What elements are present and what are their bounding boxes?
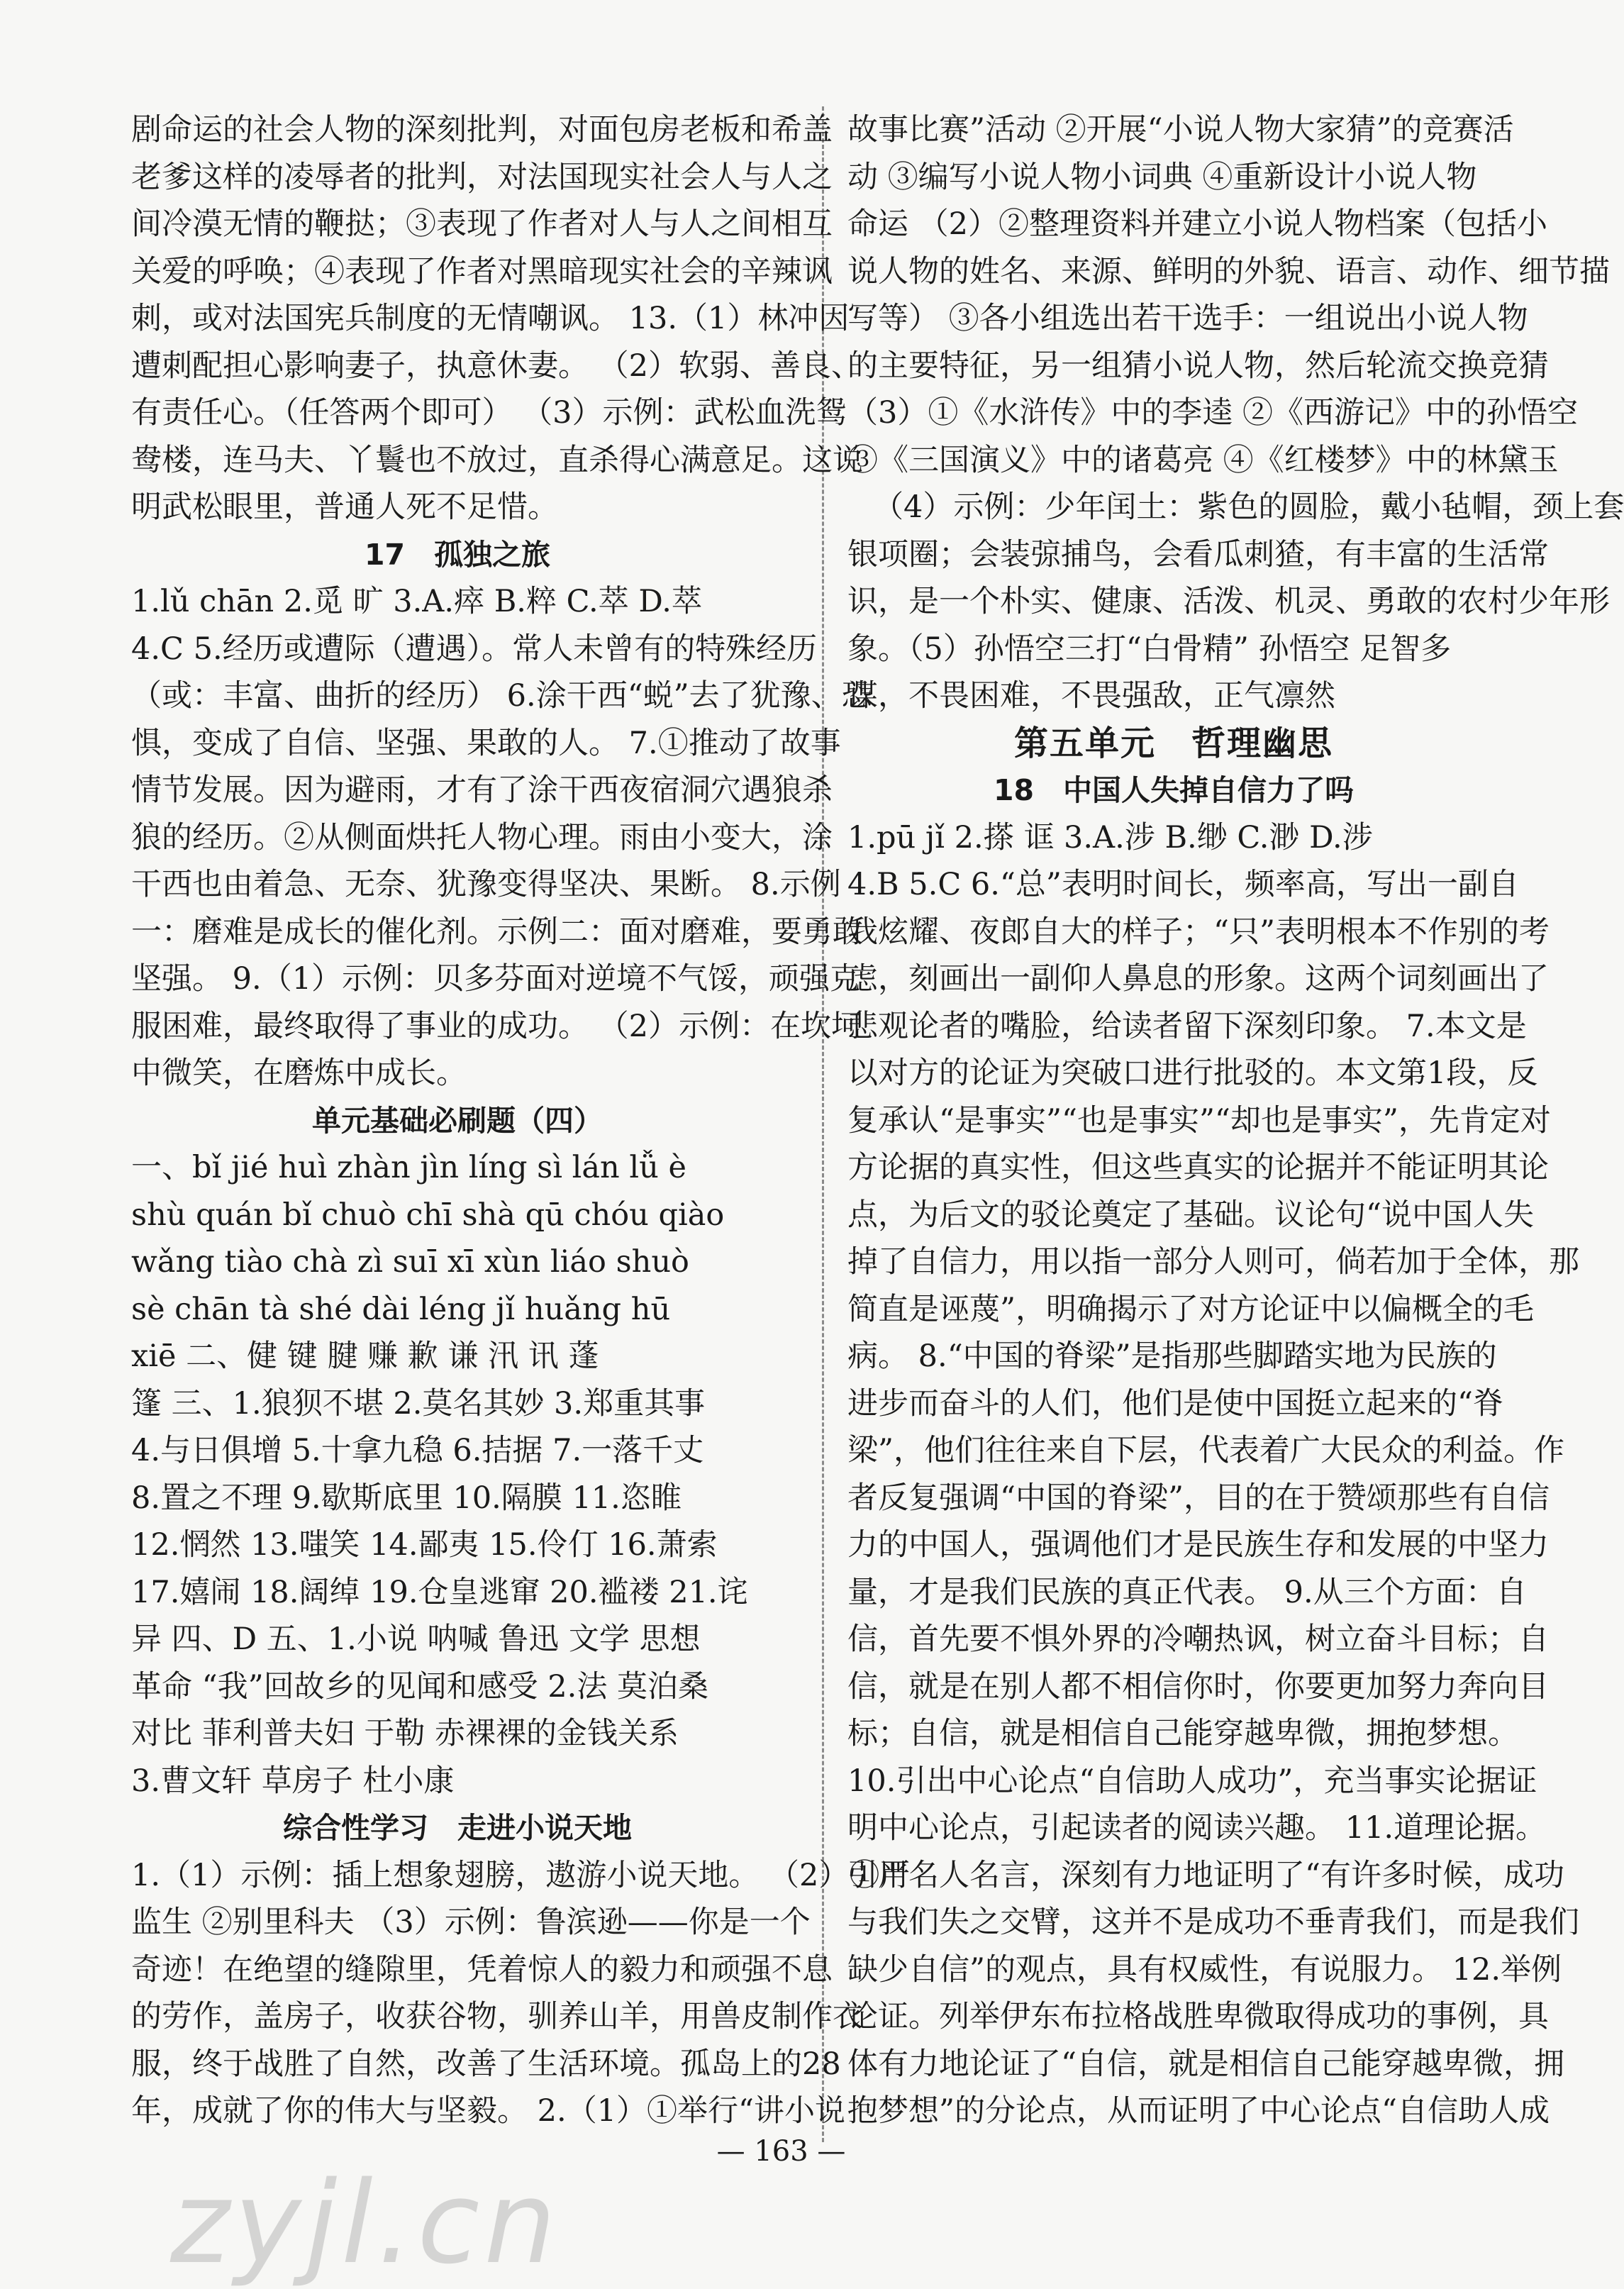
text-line: ③《三国演义》中的诸葛亮 ④《红楼梦》中的林黛玉 [847, 442, 1559, 478]
text-line: （3）①《水浒传》中的李逵 ②《西游记》中的孙悟空 [847, 395, 1579, 431]
text-line: 写等） ③各小组选出若干选手：一组说出小说人物 [847, 301, 1528, 336]
text-line: 信，就是在别人都不相信你时，你要更加努力奔向目 [847, 1668, 1549, 1705]
text-line: 谋，不畏困难，不畏强敌，正气凛然 [847, 678, 1335, 714]
text-line: 干西也由着急、无奈、犹豫变得坚决、果断。 8.示例 [131, 867, 841, 902]
text-line: 复承认“是事实”“也是事实”“却也是事实”，先肯定对 [847, 1102, 1551, 1138]
text-line: 4.C 5.经历或遭际（遭遇）。常人未曾有的特殊经历 [131, 631, 818, 667]
right-para-continued [847, 106, 1624, 720]
text-line: 篷 三、1.狼狈不堪 2.莫名其妙 3.郑重其事 [131, 1385, 706, 1421]
text-line: 革命 “我”回故乡的见闻和感受 2.法 莫泊桑 [131, 1668, 708, 1705]
text-line: 刺，或对法国宪兵制度的无情嘲讽。 13.（1）林冲因 [131, 301, 850, 336]
text-line: 1.pū jǐ 2.搽 诓 3.A.涉 B.缈 C.渺 D.涉 [847, 819, 1373, 855]
left-para-continued [131, 106, 863, 531]
text-line: 1.（1）示例：插上想象翅膀，遨游小说天地。 （2）①严 [131, 1857, 911, 1893]
text-line: 缺少自信”的观点，具有权威性，有说服力。 12.举例 [847, 1951, 1562, 1988]
text-line: 虑，刻画出一副仰人鼻息的形象。这两个词刻画出了 [847, 961, 1549, 997]
text-line: wǎng tiào chà zì suī xī xùn liáo shuò [131, 1244, 689, 1280]
text-line: 与我们失之交臂，这并不是成功不垂青我们，而是我们 [847, 1905, 1579, 1940]
text-line: 奇迹！在绝望的缝隙里，凭着惊人的毅力和顽强不息 [131, 1951, 833, 1988]
text-line: 故事比赛”活动 ②开展“小说人物大家猜”的竞赛活 [847, 112, 1514, 148]
unit-4-exercise-heading: 单元基础必刷题（四） [312, 1103, 603, 1138]
watermark: zyjl.cn [170, 2156, 560, 2289]
lesson-17-answers [131, 578, 872, 1097]
lesson-17-heading: 17 孤独之旅 [364, 537, 551, 572]
text-line: 银项圈；会装弶捕鸟，会看瓜刺猹，有丰富的生活常 [847, 536, 1549, 572]
text-line: 1.lǔ chān 2.觅 旷 3.A.瘁 B.粹 C.萃 D.萃 [131, 584, 702, 619]
text-line: 体有力地论证了“自信，就是相信自己能穿越卑微，拥 [847, 2046, 1564, 2082]
text-line: 12.惘然 13.嗤笑 14.鄙夷 15.伶仃 16.萧索 [131, 1527, 718, 1563]
text-line: 17.嬉闹 18.阔绰 19.仓皇逃窜 20.褴褛 21.诧 [131, 1574, 748, 1610]
text-line: 的主要特征，另一组猜小说人物，然后轮流交换竞猜 [847, 348, 1549, 384]
text-line: 情节发展。因为避雨，才有了涂干西夜宿洞穴遇狼杀 [131, 772, 833, 808]
text-line: 我炫耀、夜郎自大的样子；“只”表明根本不作别的考 [847, 914, 1550, 950]
text-line: 论证。列举伊东布拉格战胜卑微取得成功的事例，具 [847, 1999, 1549, 2034]
text-line: 8.置之不理 9.歇斯底里 10.隔膜 11.恣睢 [131, 1480, 682, 1516]
text-line: 遭刺配担心影响妻子，执意休妻。 （2）软弱、善良、 [131, 348, 862, 384]
text-line: sè chān tà shé dài léng jǐ huǎng hū [131, 1291, 671, 1327]
text-line: 引用名人名言，深刻有力地证明了“有许多时候，成功 [847, 1857, 1564, 1893]
text-line: 明中心论点，引起读者的阅读兴趣。 11.道理论据。 [847, 1810, 1547, 1846]
text-line: 象。（5）孙悟空三打“白骨精” 孙悟空 足智多 [847, 631, 1452, 667]
text-line: 鸯楼，连马夫、丫鬟也不放过，直杀得心满意足。这说 [131, 442, 863, 478]
unit-4-exercise-answers [131, 1144, 784, 1805]
text-line: 的劳作，盖房子，收获谷物，驯养山羊，用兽皮制作衣 [131, 1999, 863, 2034]
comprehensive-study-heading: 综合性学习 走进小说天地 [283, 1811, 632, 1845]
text-line: 老爹这样的凌辱者的批判，对法国现实社会人与人之 [131, 159, 833, 195]
text-line: 有责任心。（任答两个即可） （3）示例：武松血洗鸳 [131, 395, 847, 431]
text-line: 梁”，他们往往来自下层，代表着广大民众的利益。作 [847, 1433, 1564, 1468]
text-line: （4）示例：少年闰土：紫色的圆脸，戴小毡帽，颈上套 [873, 489, 1624, 525]
text-line: 惧，变成了自信、坚强、果敢的人。 7.①推动了故事 [131, 725, 841, 761]
text-line: 中微笑，在磨炼中成长。 [131, 1055, 467, 1091]
text-line: 狼的经历。②从侧面烘托人物心理。雨由小变大，涂 [131, 819, 833, 855]
text-line: 者反复强调“中国的脊梁”，目的在于赞颂那些有自信 [847, 1480, 1550, 1516]
text-line: 悲观论者的嘴脸，给读者留下深刻印象。 7.本文是 [847, 1008, 1527, 1044]
text-line: 方论据的真实性，但这些真实的论据并不能证明其论 [847, 1150, 1549, 1185]
text-line: 明武松眼里，普通人死不足惜。 [131, 489, 558, 525]
text-line: xiē 二、健 键 腱 赚 歉 谦 汛 讯 蓬 [131, 1339, 599, 1374]
lesson-18-heading: 18 中国人失掉自信力了吗 [993, 773, 1355, 807]
unit-5-heading: 第五单元 哲理幽思 [1013, 723, 1333, 763]
lesson-18-answers [847, 814, 1579, 2135]
text-line: 命运 （2）②整理资料并建立小说人物档案（包括小 [847, 206, 1548, 242]
text-line: 进步而奋斗的人们，他们是使中国挺立起来的“脊 [847, 1385, 1503, 1421]
text-line: 对比 菲利普夫妇 于勒 赤裸裸的金钱关系 [131, 1716, 679, 1751]
text-line: 识，是一个朴实、健康、活泼、机灵、勇敢的农村少年形 [847, 584, 1610, 619]
text-line: 力的中国人，强调他们才是民族生存和发展的中坚力 [847, 1527, 1549, 1563]
text-line: 4.与日俱增 5.十拿九稳 6.拮据 7.一落千丈 [131, 1433, 704, 1468]
text-line: 一、bǐ jié huì zhàn jìn líng sì lán lǚ è [131, 1150, 686, 1185]
text-line: 以对方的论证为突破口进行批驳的。本文第1段，反 [847, 1055, 1538, 1091]
text-line: shù quán bǐ chuò chī shà qū chóu qiào [131, 1197, 725, 1233]
text-line: 服困难，最终取得了事业的成功。 （2）示例：在坎坷 [131, 1008, 862, 1044]
text-line: 监生 ②别里科夫 （3）示例：鲁滨逊——你是一个 [131, 1905, 811, 1940]
text-line: 点，为后文的驳论奠定了基础。议论句“说中国人失 [847, 1197, 1534, 1233]
text-line: 10.引出中心论点“自信助人成功”，充当事实论据证 [847, 1763, 1537, 1799]
comprehensive-study-answers [131, 1852, 911, 2135]
text-line: 4.B 5.C 6.“总”表明时间长，频率高，写出一副自 [847, 867, 1519, 902]
text-line: 异 四、D 五、1.小说 呐喊 鲁迅 文学 思想 [131, 1622, 701, 1657]
text-line: 量，才是我们民族的真正代表。 9.从三个方面：自 [847, 1574, 1527, 1610]
text-line: 病。 8.“中国的脊梁”是指那些脚踏实地为民族的 [847, 1339, 1497, 1374]
text-line: 剧命运的社会人物的深刻批判，对面包房老板和希盖 [131, 112, 833, 148]
text-line: 关爱的呼唤；④表现了作者对黑暗现实社会的辛辣讽 [131, 253, 833, 289]
text-line: 一：磨难是成长的催化剂。示例二：面对磨难，要勇敢 [131, 914, 863, 950]
left-column [131, 106, 911, 2135]
text-line: 服，终于战胜了自然，改善了生活环境。孤岛上的28 [131, 2046, 841, 2082]
page-number: — 163 — [716, 2135, 846, 2168]
text-line: 动 ③编写小说人物小词典 ④重新设计小说人物 [847, 159, 1477, 195]
text-line: 信，首先要不惧外界的冷嘲热讽，树立奋斗目标；自 [847, 1622, 1549, 1657]
text-line: 掉了自信力，用以指一部分人则可，倘若加于全体，那 [847, 1244, 1579, 1280]
text-line: 标；自信，就是相信自己能穿越卑微，拥抱梦想。 [847, 1716, 1518, 1751]
text-line: （或：丰富、曲折的经历） 6.涂干西“蜕”去了犹豫、恐 [131, 678, 872, 714]
text-line: 年，成就了你的伟大与坚毅。 2.（1）①举行“讲小说 [131, 2093, 846, 2129]
text-line: 3.曹文轩 草房子 杜小康 [131, 1763, 455, 1799]
text-line: 间冷漠无情的鞭挞；③表现了作者对人与人之间相互 [131, 206, 833, 242]
text-line: 抱梦想”的分论点，从而证明了中心论点“自信助人成 [847, 2093, 1550, 2129]
text-line: 坚强。 9.（1）示例：贝多芬面对逆境不气馁，顽强克 [131, 961, 861, 997]
text-line: 说人物的姓名、来源、鲜明的外貌、语言、动作、细节描 [847, 253, 1610, 289]
right-column [847, 106, 1624, 2135]
text-line: 简直是诬蔑”，明确揭示了对方论证中以偏概全的毛 [847, 1291, 1534, 1327]
